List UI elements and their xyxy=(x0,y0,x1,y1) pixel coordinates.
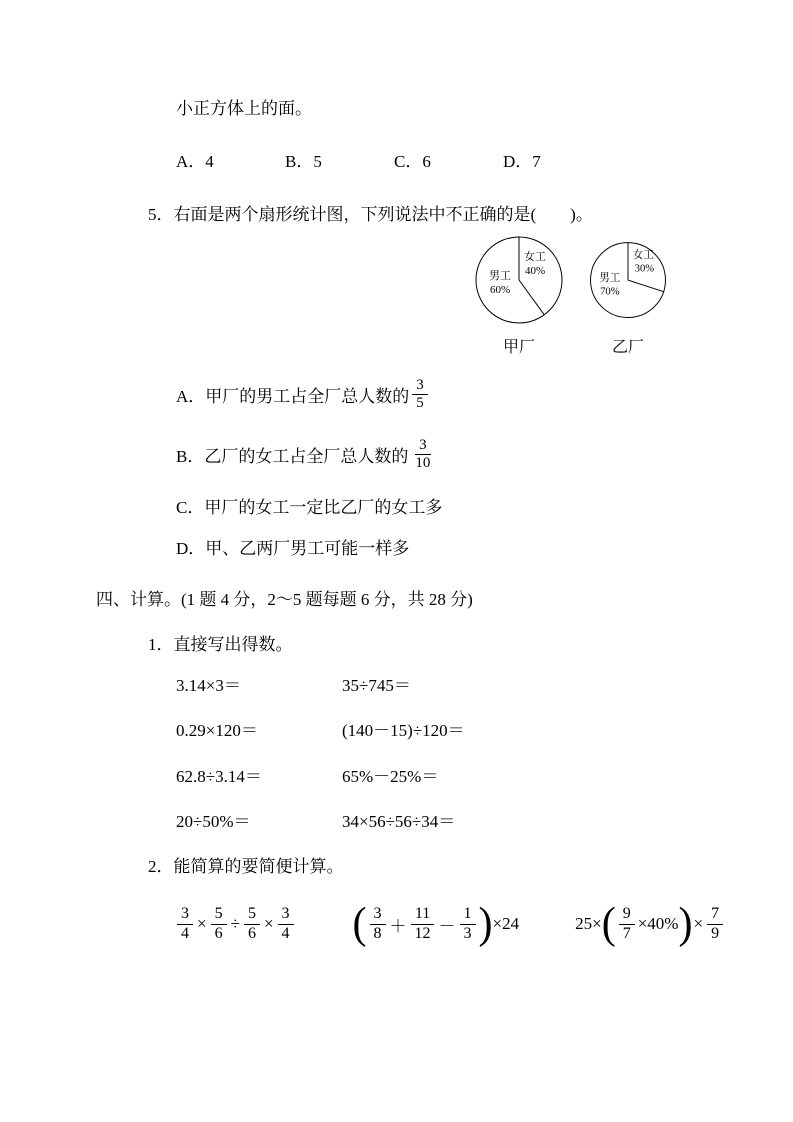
quick-calc-expression: 34×56÷56÷34＝ xyxy=(342,811,456,831)
fraction-numerator: 3 xyxy=(412,377,428,395)
right-paren: ) xyxy=(678,900,693,949)
fraction-denominator: 6 xyxy=(214,924,223,942)
fraction xyxy=(211,905,227,943)
q5-option-c-text: C．甲厂的女工一定比乙厂的女工多 xyxy=(176,497,443,517)
operator: － xyxy=(438,916,456,936)
simplify-expression-2 xyxy=(352,900,520,949)
simplify-expression-3 xyxy=(575,900,726,949)
pie-chart-jia xyxy=(468,232,570,332)
fraction xyxy=(460,905,476,943)
choice-row-q4 xyxy=(176,147,703,172)
fraction-denominator: 4 xyxy=(181,924,189,942)
pie-label-male: 男工 xyxy=(599,272,621,284)
pie-chart-yi xyxy=(580,232,676,332)
fraction-numerator: 3 xyxy=(177,905,193,924)
fraction-numerator: 3 xyxy=(415,437,431,455)
quick-calc-grid xyxy=(176,675,703,832)
fraction xyxy=(411,905,435,943)
operator: × xyxy=(693,914,704,934)
fraction xyxy=(177,905,193,943)
calc2-title: 2．能简算的要简便计算。 xyxy=(148,857,344,876)
q5-option-d-text: D．甲、乙两厂男工可能一样多 xyxy=(176,538,410,558)
fraction-numerator: 9 xyxy=(619,905,635,924)
fraction-3-10 xyxy=(411,437,434,473)
pie-label-female-pct: 30% xyxy=(634,262,655,274)
fraction-numerator: 7 xyxy=(707,905,723,924)
quick-calc-expression: (140－15)÷120＝ xyxy=(342,721,465,741)
pie-divider-lower-right xyxy=(519,280,544,315)
quick-calc-expression: 62.8÷3.14＝ xyxy=(176,766,262,786)
pie-divider-right xyxy=(628,280,664,292)
q5-option-a-text: A．甲厂的男工占全厂总人数的 xyxy=(176,387,410,406)
fraction-numerator: 11 xyxy=(411,905,434,924)
operator: × xyxy=(197,914,207,934)
fraction-numerator: 3 xyxy=(278,905,294,924)
choice-d: D．7 xyxy=(503,152,541,172)
pie-label-female: 女工 xyxy=(524,250,546,263)
pie-label-female: 女工 xyxy=(632,249,654,261)
pie-label-male-pct: 70% xyxy=(600,285,620,297)
pie-label-male: 男工 xyxy=(489,269,511,282)
q5-option-d xyxy=(176,534,703,559)
question-tail-text: 小正方体上的面。 xyxy=(176,99,312,118)
fraction xyxy=(370,905,386,943)
quick-calc-expression: 65%－25%＝ xyxy=(342,766,439,786)
pie-block-yi xyxy=(580,232,676,357)
q5-option-a xyxy=(176,373,703,417)
question-5-stem: 5．右面是两个扇形统计图，下列说法中不正确的是( )。 xyxy=(148,205,593,225)
choice-c: C．6 xyxy=(394,152,431,172)
q5-option-c xyxy=(176,493,703,518)
fraction-denominator: 10 xyxy=(415,455,431,471)
calc1-title: 1．直接写出得数。 xyxy=(148,634,293,654)
left-paren: ( xyxy=(352,900,367,949)
q5-option-b-text: B．乙厂的女工占全厂总人数的 xyxy=(176,447,409,466)
fraction xyxy=(278,905,294,943)
pie-label-female-pct: 40% xyxy=(525,264,546,277)
pie-title-jia: 甲厂 xyxy=(502,338,535,356)
quick-calc-expression: 20÷50%＝ xyxy=(176,811,251,831)
fraction-numerator: 5 xyxy=(211,905,227,924)
operator: × xyxy=(263,914,274,934)
fraction xyxy=(244,905,260,943)
fraction-3-5 xyxy=(412,377,428,413)
fraction-denominator: 6 xyxy=(247,924,256,942)
fraction xyxy=(619,905,635,943)
section-4-heading: 四、计算。(1 题 4 分，2～5 题每题 6 分，共 28 分) xyxy=(96,589,473,609)
simplify-expressions xyxy=(174,900,720,949)
q5-option-b xyxy=(176,433,703,477)
fraction-denominator: 3 xyxy=(463,924,472,942)
fraction-numerator: 3 xyxy=(370,905,386,924)
choice-a: A．4 xyxy=(176,152,214,172)
fraction-denominator: 7 xyxy=(622,924,631,942)
quick-calc-expression: 0.29×120＝ xyxy=(176,721,258,741)
expression-middle: ×40% xyxy=(637,914,679,934)
left-paren: ( xyxy=(601,900,616,949)
fraction xyxy=(707,905,723,943)
operator: ＋ xyxy=(389,916,407,936)
right-paren: ) xyxy=(478,900,493,949)
expression-head: 25× xyxy=(575,914,602,934)
expression-tail: ×24 xyxy=(492,914,520,934)
pie-charts xyxy=(468,232,698,357)
fraction-denominator: 12 xyxy=(414,924,431,942)
fraction-denominator: 4 xyxy=(281,924,290,942)
fraction-denominator: 8 xyxy=(373,924,382,942)
fraction-numerator: 1 xyxy=(460,905,476,924)
choice-b: B．5 xyxy=(285,152,322,172)
quick-calc-expression: 35÷745＝ xyxy=(342,676,411,695)
pie-block-jia xyxy=(468,232,570,357)
pie-title-yi: 乙厂 xyxy=(611,338,644,356)
simplify-expression-1 xyxy=(174,905,297,943)
fraction-denominator: 9 xyxy=(711,924,720,942)
fraction-numerator: 5 xyxy=(244,905,260,924)
pie-label-male-pct: 60% xyxy=(490,283,511,296)
operator: ÷ xyxy=(230,914,240,934)
quick-calc-expression: 3.14×3＝ xyxy=(176,676,241,695)
fraction-denominator: 5 xyxy=(416,395,424,411)
